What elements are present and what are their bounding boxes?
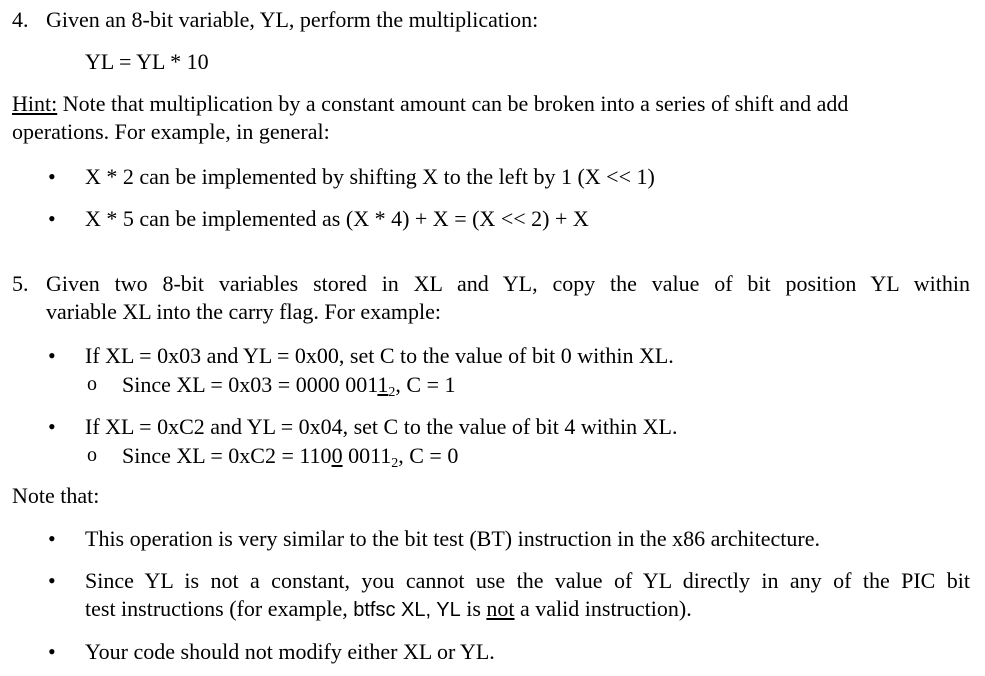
example-2-bit: 0 xyxy=(331,443,343,468)
note-1: This operation is very similar to the bit test (BT) instruction in the x86 architecture. xyxy=(85,526,820,551)
note-2-line1: Since YL is not a constant, you cannot use the value of YL directly in any of the PIC bit xyxy=(85,568,970,593)
bullet-icon: • xyxy=(48,568,56,593)
note-2-not: not xyxy=(486,596,515,621)
bullet-icon: • xyxy=(48,164,56,189)
q5-line1: Given two 8-bit variables stored in XL and YL, copy the value of bit position YL within xyxy=(46,271,970,296)
sub-bullet-icon: o xyxy=(87,373,97,395)
q5-line2: variable XL into the carry flag. For example: xyxy=(46,299,442,324)
q5-example-2: If XL = 0xC2 and YL = 0x04, set C to the value of bit 4 within XL. xyxy=(85,414,678,439)
example-1-sub-b: , C = 1 xyxy=(395,372,456,397)
q4-equation: YL = YL * 10 xyxy=(85,49,209,74)
sub-bullet-icon: o xyxy=(87,444,97,466)
q5-example-2-sub xyxy=(122,442,458,470)
note-3: Your code should not modify either XL or YL. xyxy=(85,639,495,664)
note-2-code: btfsc XL, YL xyxy=(353,599,461,621)
bullet-icon: • xyxy=(48,639,56,664)
example-1-base: 2 xyxy=(388,385,396,400)
q5-number: 5. xyxy=(12,271,29,296)
example-2-sub-mid: 0011 xyxy=(342,443,392,468)
q4-text: Given an 8-bit variable, YL, perform the multiplication: xyxy=(46,7,539,32)
q4-bullet-1: X * 2 can be implemented by shifting X to the left by 1 (X << 1) xyxy=(85,164,655,189)
q4-number: 4. xyxy=(12,7,29,32)
example-2-sub-a: Since XL = 0xC2 = 110 xyxy=(122,443,332,468)
q4-hint-line2: operations. For example, in general: xyxy=(12,119,330,144)
hint-label: Hint: xyxy=(12,91,58,116)
example-1-sub-a: Since XL = 0x03 = 0000 001 xyxy=(122,372,378,397)
hint-text-1: Note that multiplication by a constant amount can be broken into a series of shift and add xyxy=(57,91,849,116)
note-2-text-b: is xyxy=(460,596,487,621)
q5-example-1: If XL = 0x03 and YL = 0x00, set C to the value of bit 0 within XL. xyxy=(85,343,674,368)
bullet-icon: • xyxy=(48,414,56,439)
bullet-icon: • xyxy=(48,526,56,551)
example-1-bit: 1 xyxy=(377,372,389,397)
q4-hint-line1 xyxy=(12,90,848,118)
note-2-text-c: a valid instruction). xyxy=(514,596,692,621)
q4-bullet-2: X * 5 can be implemented as (X * 4) + X = (X << 2) + X xyxy=(85,206,589,231)
example-2-base: 2 xyxy=(391,456,399,471)
bullet-icon: • xyxy=(48,343,56,368)
note-2-text-a: test instructions (for example, xyxy=(85,596,354,621)
note-label: Note that: xyxy=(12,483,100,508)
note-2-line2 xyxy=(85,595,692,623)
bullet-icon: • xyxy=(48,206,56,231)
q5-example-1-sub xyxy=(122,371,455,399)
example-2-sub-b: , C = 0 xyxy=(398,443,459,468)
